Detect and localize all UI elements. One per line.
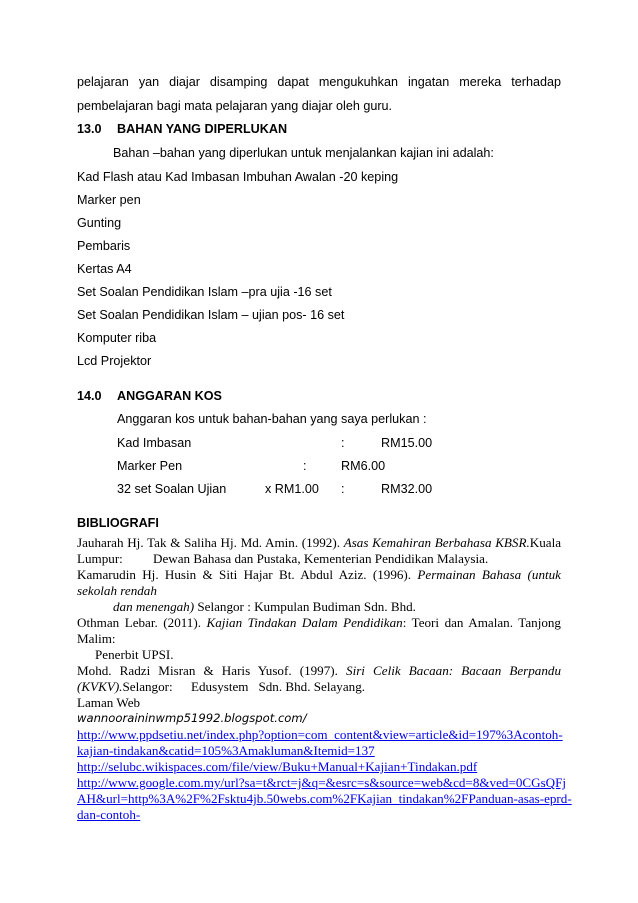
reference-city: Selangor:	[122, 679, 173, 694]
web-link-wikispaces[interactable]: http://selubc.wikispaces.com/file/view/Buku+Manual+Kajian+Tindakan.pdf	[77, 759, 478, 774]
reference-4-line-1	[77, 663, 561, 679]
cost-colon: :	[303, 459, 307, 473]
web-heading: Laman Web	[77, 695, 141, 710]
reference-title: Permainan Bahasa	[417, 567, 522, 582]
blog-address: wannooraininwmp51992.blogspot.com/	[77, 711, 307, 725]
reference-authors: Kamarudin Hj. Husin & Siti Hajar Bt. Abdul Aziz. (1996).	[77, 567, 412, 582]
list-item: Komputer riba	[77, 331, 157, 345]
list-item: Kad Flash atau Kad Imbasan Imbuhan Awalan -20 keping	[77, 170, 399, 184]
reference-1-city: Lumpur:	[77, 551, 123, 566]
reference-1-publisher: Dewan Bahasa dan Pustaka, Kementerian Pendidikan Malaysia.	[153, 551, 489, 566]
cost-item: 32 set Soalan Ujian	[117, 482, 227, 496]
reference-authors: Mohd. Radzi Misran & Haris Yusof. (1997).	[77, 663, 338, 678]
reference-2-line-2: sekolah rendah	[77, 583, 157, 598]
cost-item: Marker Pen	[117, 459, 183, 473]
cost-amount: RM32.00	[381, 482, 433, 496]
intro-line-2: pembelajaran bagi mata pelajaran yang diajar oleh guru.	[77, 99, 393, 113]
list-item: Set Soalan Pendidikan Islam –pra ujia -16 set	[77, 285, 332, 299]
list-item: Pembaris	[77, 239, 131, 253]
section-13-title: BAHAN YANG DIPERLUKAN	[117, 122, 288, 136]
list-item: Marker pen	[77, 193, 141, 207]
web-link-ppdsetiu-cont[interactable]: kajian-tindakan&catid=105%3Amakluman&Itemid=137	[77, 743, 375, 758]
bibliography-heading: BIBLIOGRAFI	[77, 516, 159, 530]
section-13-number: 13.0	[77, 122, 102, 136]
reference-3-line-2: Malim:	[77, 631, 116, 646]
reference-title: Kajian Tindakan Dalam Pendidikan	[206, 615, 403, 630]
list-item: Gunting	[77, 216, 122, 230]
cost-item: Kad Imbasan	[117, 436, 192, 450]
reference-title-cont: (KVKV).	[77, 679, 123, 694]
reference-3-line-3: Penerbit UPSI.	[95, 647, 174, 662]
reference-publisher: Selangor : Kumpulan Budiman Sdn. Bhd.	[197, 599, 416, 614]
reference-4-line-2	[77, 679, 173, 695]
reference-title-cont: dan menengah)	[113, 599, 195, 614]
section-14-number: 14.0	[77, 389, 102, 403]
cost-colon: :	[341, 482, 345, 496]
web-link-google[interactable]: http://www.google.com.my/url?sa=t&rct=j&q=&esrc=s&source=web&cd=8&ved=0CGsQFj	[77, 775, 567, 790]
reference-publisher-name: Edusystem	[191, 679, 249, 694]
section-14-title: ANGGARAN KOS	[117, 389, 222, 403]
web-link-google-cont[interactable]: AH&url=http%3A%2F%2Fsktu4jb.50webs.com%2FKajian_tindakan%2FPanduan-asas-eprd-	[77, 791, 572, 806]
list-item: Set Soalan Pendidikan Islam – ujian pos- 16 set	[77, 308, 345, 322]
web-link-google-end[interactable]: dan-contoh-	[77, 807, 141, 822]
reference-2-line-3	[113, 599, 416, 615]
reference-authors: Othman Lebar. (2011).	[77, 615, 201, 630]
reference-2-line-1	[77, 567, 561, 583]
reference-4-publisher	[191, 679, 365, 695]
reference-authors: Jauharah Hj. Tak & Saliha Hj. Md. Amin. (1992).	[77, 535, 340, 550]
cost-colon: :	[341, 436, 345, 450]
reference-place: Kuala	[529, 535, 562, 550]
reference-3-line-1	[77, 615, 561, 631]
list-item: Kertas A4	[77, 262, 132, 276]
cost-amount: RM6.00	[341, 459, 386, 473]
reference-title: Siri Celik Bacaan: Bacaan Berpandu	[346, 663, 561, 678]
cost-amount: RM15.00	[381, 436, 433, 450]
list-item: Lcd Projektor	[77, 354, 152, 368]
reference-title: Asas Kemahiran Berbahasa KBSR.	[343, 535, 530, 550]
reference-title-cont: (untuk	[527, 567, 561, 582]
section-13-intro: Bahan –bahan yang diperlukan untuk menjalankan kajian ini adalah:	[113, 146, 494, 160]
section-14-intro: Anggaran kos untuk bahan-bahan yang saya perlukan :	[117, 412, 427, 426]
reference-1-line-1	[77, 535, 561, 551]
cost-qty: x RM1.00	[265, 482, 319, 496]
reference-subtitle: : Teori dan Amalan. Tanjong	[402, 615, 561, 630]
reference-publisher-place: Sdn. Bhd. Selayang.	[258, 679, 366, 694]
intro-line-1: pelajaran yan diajar disamping dapat mengukuhkan ingatan mereka terhadap	[77, 75, 561, 89]
web-link-ppdsetiu[interactable]: http://www.ppdsetiu.net/index.php?option=com_content&view=article&id=197%3Acontoh-	[77, 727, 563, 742]
